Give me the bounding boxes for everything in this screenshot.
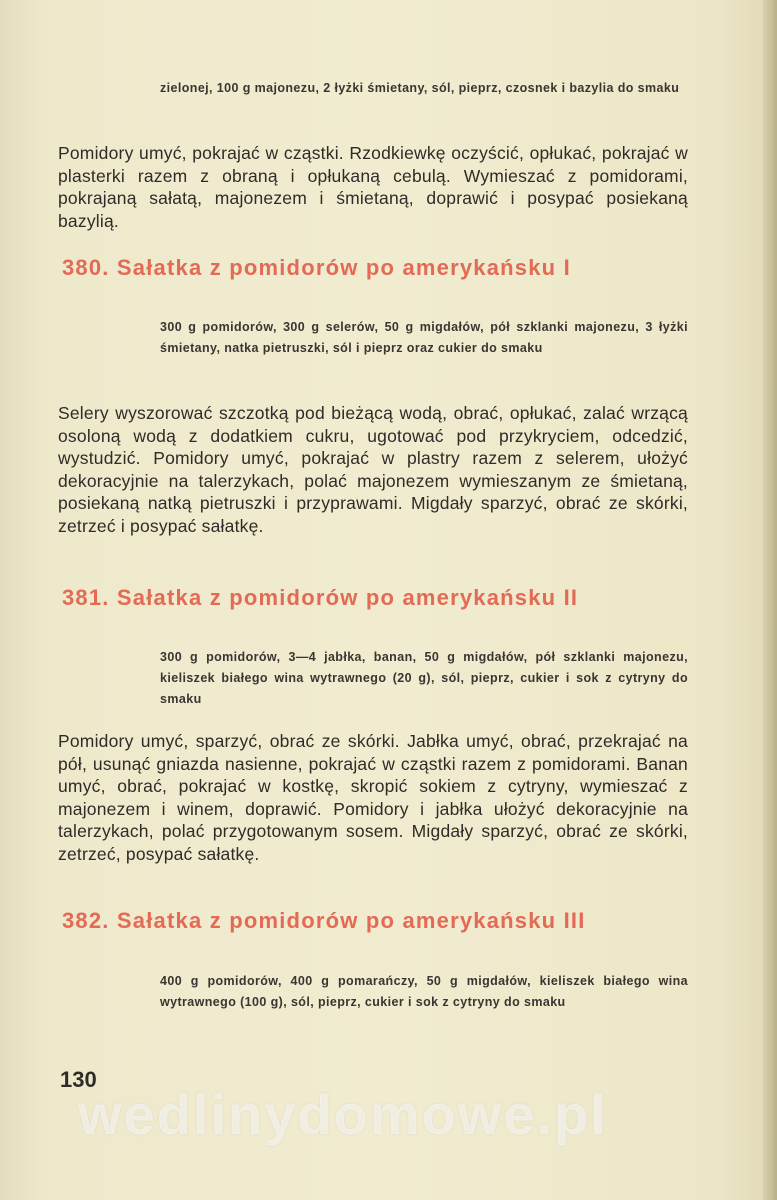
recipe-381-ingredients: 300 g pomidorów, 3—4 jabłka, banan, 50 g migdałów, pół szklanki majonezu, kieliszek białego wina wytrawnego (20 g), sól, pieprz, cukier i sok z cytryny do smaku bbox=[160, 650, 688, 706]
top-paragraph: Pomidory umyć, pokrajać w cząstki. Rzodkiewkę oczyścić, opłukać, pokrajać w plasterki razem z obraną i opłukaną cebulą. Wymieszać z pomidorami, pokrajaną sałatą, majonezem i śmietaną, doprawić i posypać posiekaną bazylią. bbox=[58, 143, 688, 231]
recipe-380-title: 380. Sałatka z pomidorów po amerykańsku I bbox=[62, 255, 571, 280]
top-ingredients: zielonej, 100 g majonezu, 2 łyżki śmietany, sól, pieprz, czosnek i bazylia do smaku bbox=[160, 81, 680, 95]
recipe-380-ingredients: 300 g pomidorów, 300 g selerów, 50 g migdałów, pół szklanki majonezu, 3 łyżki śmietany, natka pietruszki, sól i pieprz oraz cukier do smaku bbox=[160, 320, 688, 355]
recipe-381-title: 381. Sałatka z pomidorów po amerykańsku II bbox=[62, 585, 579, 610]
page-edge bbox=[763, 0, 777, 1200]
recipe-381-method: Pomidory umyć, sparzyć, obrać ze skórki. Jabłka umyć, obrać, przekrajać na pół, usunąć gniazda nasienne, pokrajać w cząstki razem z pomidorami. Banan umyć, obrać, pokrajać w kostkę, skropić sokiem z cytryny, wymieszać z majonezem i winem, doprawić. Pomidory i jabłka ułożyć dekoracyjnie na talerzykach, polać przygotowanym sosem. Migdały sparzyć, obrać ze skórki, zetrzeć, posypać sałatkę. bbox=[58, 731, 688, 864]
recipe-380-method: Selery wyszorować szczotką pod bieżącą wodą, obrać, opłukać, zalać wrzącą osoloną wodą z dodatkiem cukru, ugotować pod przykryciem, odcedzić, wystudzić. Pomidory umyć, pokrajać w plastry razem z selerem, ułożyć dekoracyjnie na talerzykach, polać majonezem wymieszanym ze śmietaną, posiekaną natką pietruszki i przyprawami. Migdały sparzyć, obrać ze skórki, zetrzeć i posypać sałatkę. bbox=[58, 403, 688, 536]
recipe-382-ingredients: 400 g pomidorów, 400 g pomarańczy, 50 g migdałów, kieliszek białego wina wytrawnego (100 g), sól, pieprz, cukier i sok z cytryny do smaku bbox=[160, 974, 688, 1009]
page-number: 130 bbox=[60, 1067, 97, 1092]
watermark: wedlinydomowe.pl bbox=[78, 1083, 608, 1146]
recipe-382-title: 382. Sałatka z pomidorów po amerykańsku III bbox=[62, 908, 586, 933]
